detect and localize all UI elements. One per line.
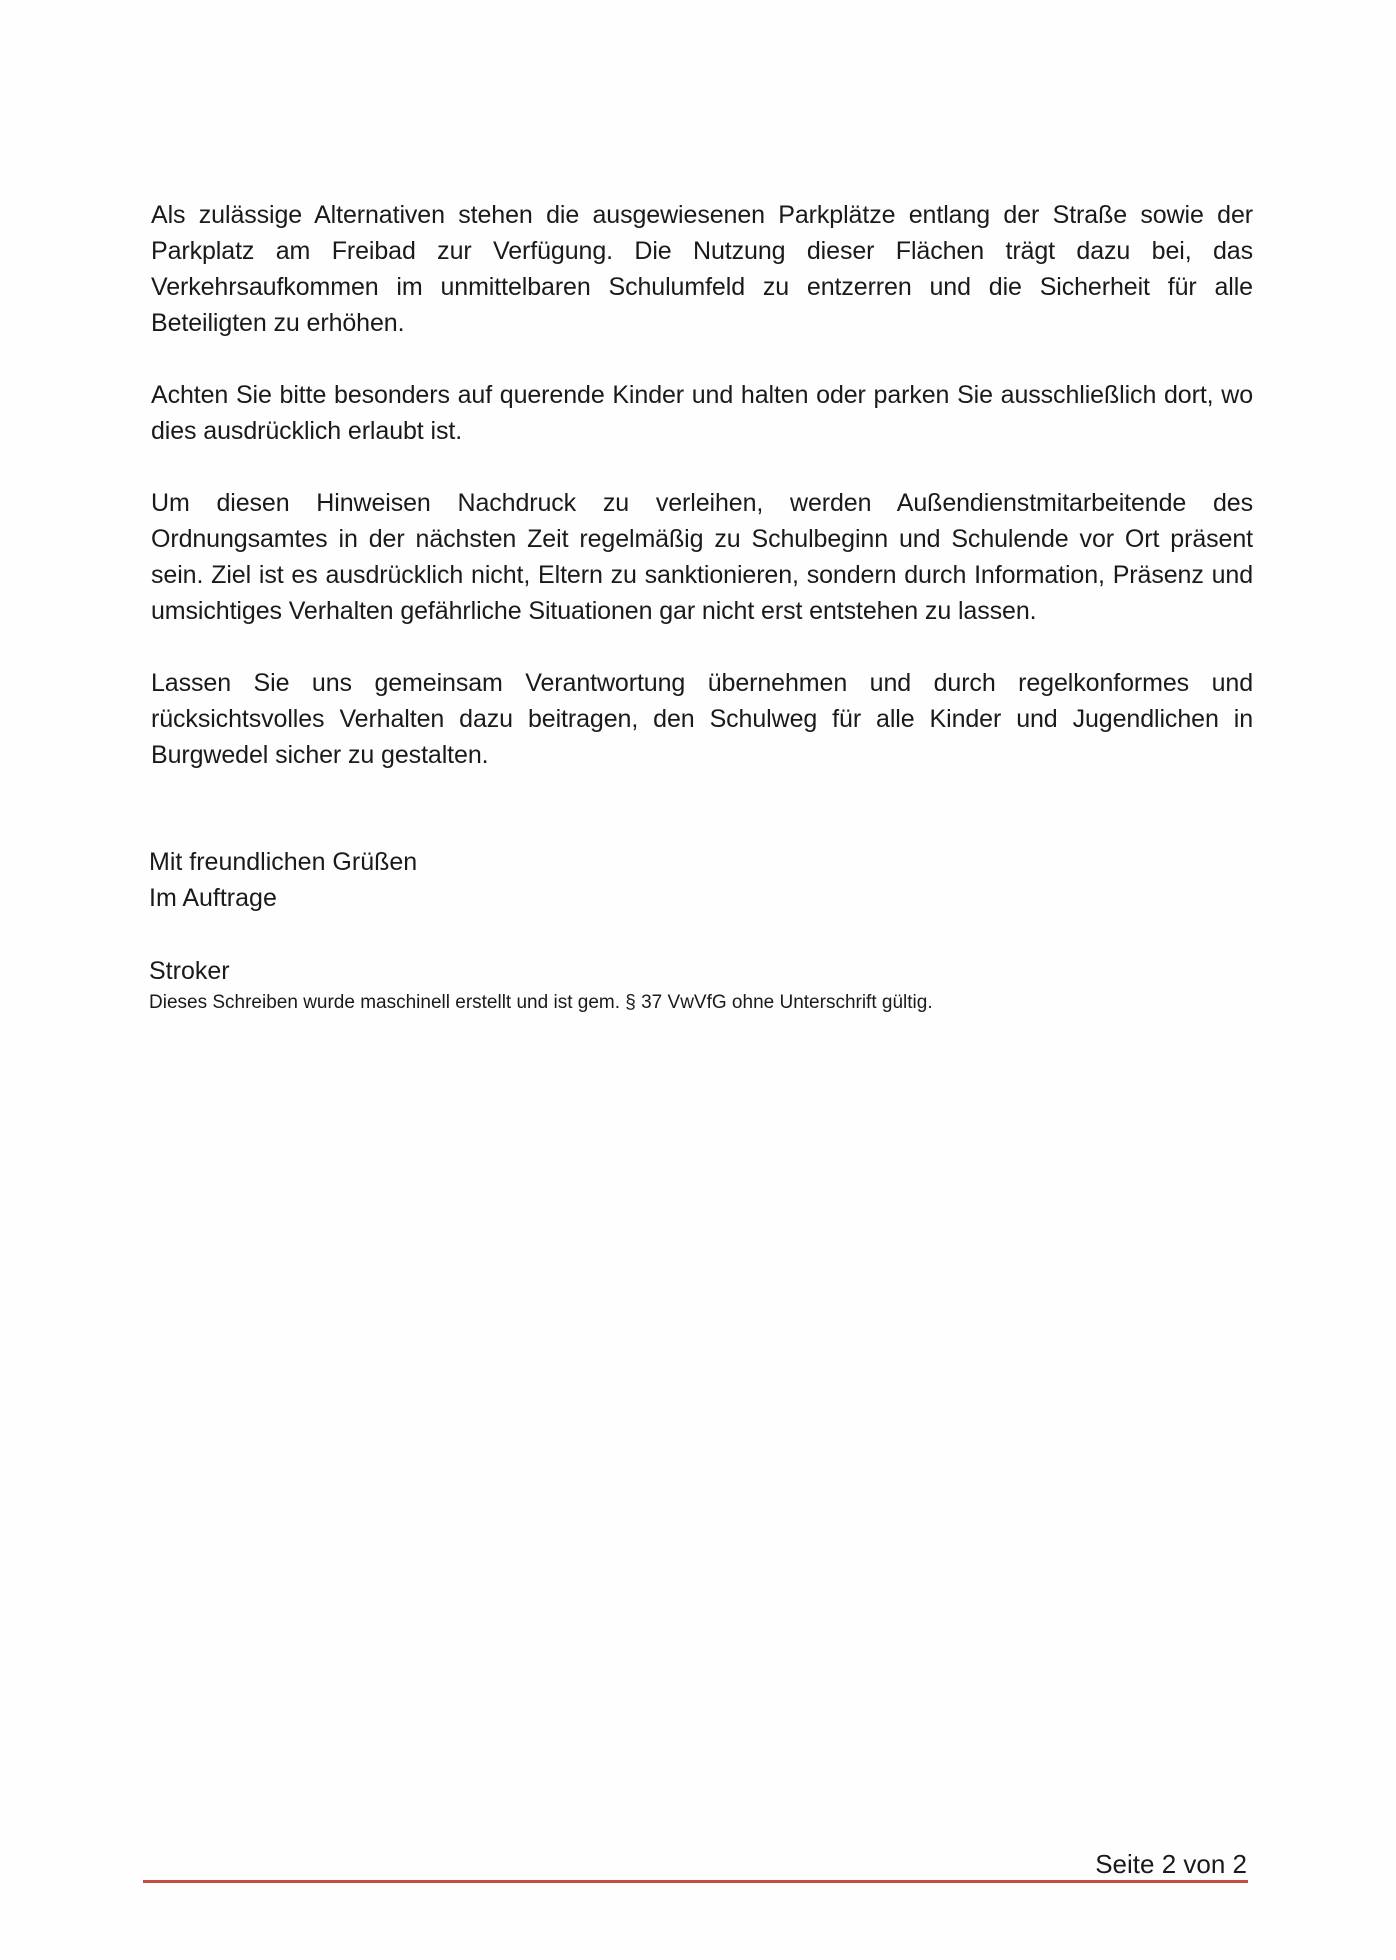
paragraph-enforcement: Um diesen Hinweisen Nachdruck zu verleihen, werden Außendienstmitarbeitende des Ordnungsamtes in der nächsten Zeit regelmäßig zu Schulbeginn und Schulende vor Ort präsent sein. Ziel ist es ausdrücklich nicht, Eltern zu sanktionieren, sondern durch Information, Präsenz und umsichtiges Verhalten gefährliche Situationen gar nicht erst entstehen zu lassen. <box>151 489 1253 625</box>
closing-greeting: Mit freundlichen Grüßen <box>149 848 418 876</box>
closing-block <box>149 844 417 916</box>
paragraph-crossing-children: Achten Sie bitte besonders auf querende Kinder und halten oder parken Sie ausschließlich dort, wo dies ausdrücklich erlaubt ist. <box>151 381 1253 445</box>
letter-body <box>151 197 1253 809</box>
closing-on-behalf: Im Auftrage <box>149 884 277 912</box>
signer-name: Stroker <box>149 957 230 985</box>
machine-generated-notice: Dieses Schreiben wurde maschinell erstellt und ist gem. § 37 VwVfG ohne Unterschrift gültig. <box>149 992 933 1013</box>
paragraph-parking-alternatives: Als zulässige Alternativen stehen die ausgewiesenen Parkplätze entlang der Straße sowie der Parkplatz am Freibad zur Verfügung. Die Nutzung dieser Flächen trägt dazu bei, das Verkehrsaufkommen im unmittelbaren Schulumfeld zu entzerren und die Sicherheit für alle Beteiligten zu erhöhen. <box>151 201 1253 337</box>
paragraph-responsibility: Lassen Sie uns gemeinsam Verantwortung übernehmen und durch regelkonformes und rücksichtsvolles Verhalten dazu beitragen, den Schulweg für alle Kinder und Jugendlichen in Burgwedel sicher zu gestalten. <box>151 669 1253 769</box>
page-number: Seite 2 von 2 <box>1095 1849 1247 1879</box>
footer-divider <box>143 1880 1248 1883</box>
